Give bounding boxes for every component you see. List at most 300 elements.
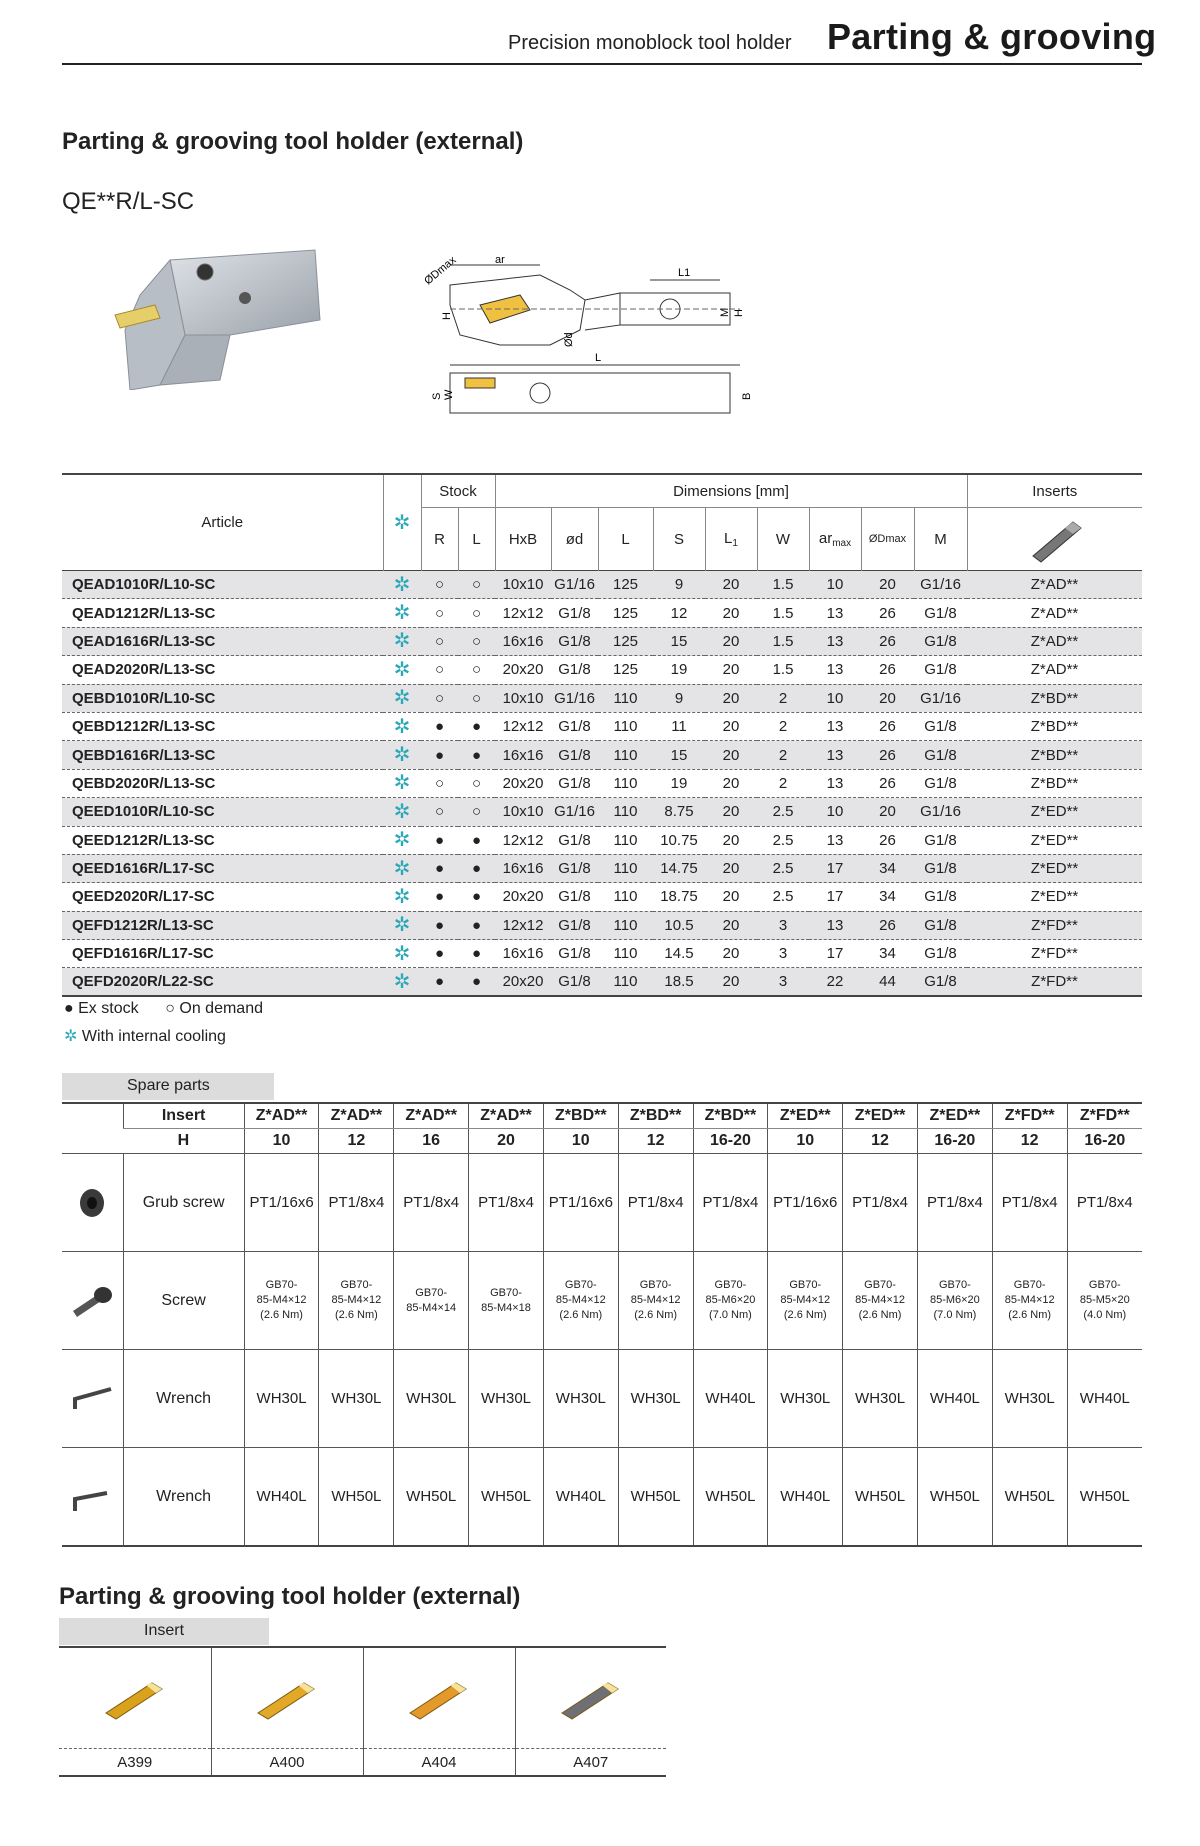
len-cell: 110 <box>598 940 653 968</box>
l1-cell: 20 <box>705 940 757 968</box>
r-cell: ○ <box>421 571 458 599</box>
screw-spec-line: 85-M4×12 <box>256 1294 307 1306</box>
w-cell: 2.5 <box>757 826 809 854</box>
part-value: WH30L <box>618 1350 693 1448</box>
m-cell: G1/8 <box>914 627 967 655</box>
dmax-cell: 26 <box>861 627 914 655</box>
h-header: H <box>123 1129 244 1154</box>
table-row <box>62 571 1142 599</box>
screw-spec-line: 85-M4×12 <box>555 1294 606 1306</box>
part-value <box>319 1252 394 1350</box>
s-cell: 14.75 <box>653 854 705 882</box>
screw-spec-line: GB70- <box>1013 1279 1046 1291</box>
table-row <box>62 854 1142 882</box>
grub-screw-image <box>62 1154 123 1252</box>
insert-cell: Z*AD** <box>967 599 1142 627</box>
stock-header: Stock <box>421 474 495 508</box>
ar-cell: 13 <box>809 712 861 740</box>
w-cell: 2.5 <box>757 854 809 882</box>
insert-cell: Z*BD** <box>967 684 1142 712</box>
cooling-icon: ✲ <box>383 940 421 968</box>
od-cell: G1/8 <box>551 741 598 769</box>
s-cell: 18.5 <box>653 968 705 996</box>
article-cell: QEBD2020R/L13-SC <box>62 769 383 797</box>
insert-icon <box>404 1673 474 1723</box>
drawing-label-s: S <box>431 392 443 400</box>
col-m: M <box>914 508 967 571</box>
spare-part-row <box>62 1448 1142 1547</box>
l-cell: ● <box>458 883 495 911</box>
spare-h-value: 16-20 <box>1067 1129 1142 1154</box>
hxb-cell: 20x20 <box>495 769 551 797</box>
wrench-icon <box>67 1477 117 1517</box>
drawing-label-h: H <box>441 312 453 320</box>
od-cell: G1/16 <box>551 798 598 826</box>
s-cell: 18.75 <box>653 883 705 911</box>
len-cell: 110 <box>598 854 653 882</box>
hxb-cell: 10x10 <box>495 798 551 826</box>
spare-h-value: 12 <box>618 1129 693 1154</box>
ar-cell: 13 <box>809 599 861 627</box>
cooling-icon: ✲ <box>383 883 421 911</box>
part-value: PT1/8x4 <box>618 1154 693 1252</box>
article-cell: QEFD1616R/L17-SC <box>62 940 383 968</box>
screw-spec-line: 85-M6×20 <box>705 1294 756 1306</box>
screw-icon <box>67 1281 117 1321</box>
spare-insert-header: Z*BD** <box>543 1103 618 1129</box>
w-cell: 1.5 <box>757 656 809 684</box>
spare-insert-header: Z*BD** <box>618 1103 693 1129</box>
table-row <box>62 968 1142 996</box>
insert-cell: Z*BD** <box>967 741 1142 769</box>
hxb-cell: 16x16 <box>495 854 551 882</box>
od-cell: G1/8 <box>551 656 598 684</box>
l-cell: ● <box>458 940 495 968</box>
l1-cell: 20 <box>705 656 757 684</box>
s-cell: 10.75 <box>653 826 705 854</box>
screw-spec-line: GB70- <box>1088 1279 1121 1291</box>
s-cell: 19 <box>653 769 705 797</box>
l-cell: ○ <box>458 656 495 684</box>
s-cell: 12 <box>653 599 705 627</box>
part-value: WH30L <box>319 1350 394 1448</box>
header-title: Parting & grooving <box>827 16 1157 57</box>
section-title: Parting & grooving tool holder (external) <box>62 128 524 155</box>
spare-h-value: 12 <box>319 1129 394 1154</box>
spare-part-row <box>62 1252 1142 1350</box>
part-name: Screw <box>123 1252 244 1350</box>
w-cell: 2 <box>757 684 809 712</box>
article-cell: QEED1616R/L17-SC <box>62 854 383 882</box>
screw-spec-line: GB70- <box>864 1279 896 1291</box>
w-cell: 3 <box>757 940 809 968</box>
col-len: L <box>598 508 653 571</box>
article-cell: QEBD1616R/L13-SC <box>62 741 383 769</box>
hxb-cell: 16x16 <box>495 940 551 968</box>
insert-cell: Z*FD** <box>967 940 1142 968</box>
dmax-cell: 34 <box>861 883 914 911</box>
w-cell: 2.5 <box>757 883 809 911</box>
table-row <box>62 656 1142 684</box>
cooling-icon: ✲ <box>383 911 421 939</box>
l1-cell: 20 <box>705 684 757 712</box>
screw-spec-line: 85-M4×12 <box>780 1294 831 1306</box>
part-value: PT1/8x4 <box>394 1154 469 1252</box>
table-row <box>62 883 1142 911</box>
l1-cell: 20 <box>705 911 757 939</box>
cooling-icon: ✲ <box>383 854 421 882</box>
drawing-label-ar: ar <box>495 254 505 266</box>
s-cell: 10.5 <box>653 911 705 939</box>
insert-name: A404 <box>363 1749 515 1777</box>
l1-cell: 20 <box>705 826 757 854</box>
spare-h-value: 12 <box>992 1129 1067 1154</box>
insert-icon <box>556 1673 626 1723</box>
dmax-cell: 20 <box>861 798 914 826</box>
r-cell: ● <box>421 883 458 911</box>
col-od: ød <box>551 508 598 571</box>
od-cell: G1/8 <box>551 883 598 911</box>
hxb-cell: 12x12 <box>495 599 551 627</box>
table-row <box>62 741 1142 769</box>
cooling-label: With internal cooling <box>81 1028 226 1045</box>
screw-spec-line: (4.0 Nm) <box>1083 1309 1127 1321</box>
cooling-icon: ✲ <box>383 571 421 599</box>
od-cell: G1/8 <box>551 769 598 797</box>
article-cell: QEBD1212R/L13-SC <box>62 712 383 740</box>
screw-spec-line: 85-M4×12 <box>1004 1294 1055 1306</box>
table-row <box>62 940 1142 968</box>
spare-insert-header: Z*ED** <box>843 1103 918 1129</box>
part-value: WH30L <box>992 1350 1067 1448</box>
cooling-icon: ✲ <box>383 741 421 769</box>
m-cell: G1/8 <box>914 741 967 769</box>
part-value: WH30L <box>469 1350 544 1448</box>
screw-spec-line: 85-M4×14 <box>406 1301 457 1314</box>
l1-cell: 20 <box>705 854 757 882</box>
part-value <box>244 1252 319 1350</box>
od-cell: G1/8 <box>551 854 598 882</box>
screw-spec-line: (7.0 Nm) <box>709 1309 752 1321</box>
r-cell: ○ <box>421 769 458 797</box>
on-demand-icon: ○ <box>165 1000 175 1017</box>
r-cell: ○ <box>421 798 458 826</box>
ar-cell: 13 <box>809 911 861 939</box>
screw-spec-line: GB70- <box>490 1286 522 1299</box>
insert-cell: Z*ED** <box>967 883 1142 911</box>
wrench-icon <box>67 1379 117 1419</box>
s-cell: 9 <box>653 684 705 712</box>
model-code: QE**R/L-SC <box>62 188 195 215</box>
spare-insert-header: Z*AD** <box>394 1103 469 1129</box>
spare-h-value: 16-20 <box>917 1129 992 1154</box>
part-value <box>992 1252 1067 1350</box>
m-cell: G1/8 <box>914 712 967 740</box>
screw-spec-line: (2.6 Nm) <box>783 1309 827 1321</box>
part-value: WH30L <box>244 1350 319 1448</box>
article-cell: QEAD1010R/L10-SC <box>62 571 383 599</box>
insert-label: Insert <box>59 1618 269 1645</box>
od-cell: G1/8 <box>551 911 598 939</box>
spare-h-value: 12 <box>843 1129 918 1154</box>
len-cell: 110 <box>598 712 653 740</box>
insert-cell: Z*ED** <box>967 854 1142 882</box>
m-cell: G1/8 <box>914 656 967 684</box>
hxb-cell: 20x20 <box>495 968 551 996</box>
dmax-cell: 20 <box>861 571 914 599</box>
part-value: WH50L <box>469 1448 544 1547</box>
part-value: WH30L <box>543 1350 618 1448</box>
drawing-label-l1: L1 <box>678 267 691 279</box>
screw-spec-line: GB70- <box>340 1279 373 1291</box>
od-cell: G1/8 <box>551 712 598 740</box>
part-value: PT1/8x4 <box>319 1154 394 1252</box>
part-value <box>768 1252 843 1350</box>
part-value: PT1/8x4 <box>469 1154 544 1252</box>
table-row <box>62 627 1142 655</box>
col-ar: $ar_{max}$ <box>809 508 861 571</box>
spare-insert-header: Z*FD** <box>992 1103 1067 1129</box>
article-cell: QEFD2020R/L22-SC <box>62 968 383 996</box>
cooling-icon: ✲ <box>64 1028 78 1045</box>
s-cell: 14.5 <box>653 940 705 968</box>
spare-insert-header: Z*AD** <box>319 1103 394 1129</box>
hxb-cell: 10x10 <box>495 684 551 712</box>
r-cell: ○ <box>421 599 458 627</box>
insert-cell: Z*FD** <box>967 968 1142 996</box>
screw-spec-line: 85-M4×12 <box>630 1294 681 1306</box>
screw-spec-line: (2.6 Nm) <box>559 1309 603 1321</box>
table-row <box>62 712 1142 740</box>
w-cell: 3 <box>757 968 809 996</box>
screw-spec-line: 85-M4×18 <box>481 1301 531 1314</box>
col-l1: $L_1$ <box>705 508 757 571</box>
ar-cell: 17 <box>809 854 861 882</box>
screw-spec-line: 85-M5×20 <box>1079 1294 1130 1306</box>
part-value: WH50L <box>693 1448 768 1547</box>
cooling-icon: ✲ <box>383 684 421 712</box>
r-cell: ○ <box>421 627 458 655</box>
insert-header: Insert <box>123 1103 244 1129</box>
part-value <box>543 1252 618 1350</box>
part-value <box>618 1252 693 1350</box>
l-cell: ○ <box>458 769 495 797</box>
article-cell: QEAD1616R/L13-SC <box>62 627 383 655</box>
w-cell: 3 <box>757 911 809 939</box>
r-cell: ● <box>421 940 458 968</box>
part-value: PT1/16x6 <box>543 1154 618 1252</box>
part-value: PT1/8x4 <box>917 1154 992 1252</box>
table-row <box>62 684 1142 712</box>
l-cell: ● <box>458 854 495 882</box>
w-cell: 2.5 <box>757 798 809 826</box>
len-cell: 125 <box>598 627 653 655</box>
s-cell: 19 <box>653 656 705 684</box>
s-cell: 11 <box>653 712 705 740</box>
l-cell: ○ <box>458 599 495 627</box>
drawing-label-w: W <box>443 389 455 400</box>
ar-cell: 13 <box>809 656 861 684</box>
r-cell: ● <box>421 911 458 939</box>
screw-image <box>62 1252 123 1350</box>
part-value: WH40L <box>693 1350 768 1448</box>
part-value: WH50L <box>992 1448 1067 1547</box>
part-name: Wrench <box>123 1350 244 1448</box>
article-table <box>62 473 1142 997</box>
w-cell: 2 <box>757 741 809 769</box>
hxb-cell: 12x12 <box>495 826 551 854</box>
col-s: S <box>653 508 705 571</box>
ar-cell: 17 <box>809 883 861 911</box>
cooling-icon: ✲ <box>383 826 421 854</box>
table-row <box>62 599 1142 627</box>
spare-h-value: 20 <box>469 1129 544 1154</box>
dmax-cell: 26 <box>861 599 914 627</box>
ar-cell: 10 <box>809 684 861 712</box>
part-value: WH40L <box>244 1448 319 1547</box>
ex-stock-label: Ex stock <box>78 1000 139 1017</box>
m-cell: G1/8 <box>914 911 967 939</box>
insert-cell: Z*BD** <box>967 712 1142 740</box>
spare-h-value: 10 <box>768 1129 843 1154</box>
r-cell: ● <box>421 968 458 996</box>
ar-cell: 13 <box>809 627 861 655</box>
on-demand-label: On demand <box>179 1000 263 1017</box>
od-cell: G1/16 <box>551 684 598 712</box>
s-cell: 15 <box>653 627 705 655</box>
len-cell: 125 <box>598 571 653 599</box>
screw-spec-line: GB70- <box>564 1279 597 1291</box>
cooling-icon: ✲ <box>383 968 421 996</box>
cooling-icon: ✲ <box>383 798 421 826</box>
dmax-cell: 26 <box>861 656 914 684</box>
l1-cell: 20 <box>705 798 757 826</box>
m-cell: G1/16 <box>914 571 967 599</box>
drawing-label-m: M <box>719 307 731 317</box>
wrench2-image <box>62 1448 123 1547</box>
article-cell: QEFD1212R/L13-SC <box>62 911 383 939</box>
part-value: WH50L <box>319 1448 394 1547</box>
part-value: PT1/8x4 <box>1067 1154 1142 1252</box>
w-cell: 2 <box>757 712 809 740</box>
cooling-icon: ✲ <box>383 627 421 655</box>
part-value: WH40L <box>543 1448 618 1547</box>
m-cell: G1/8 <box>914 854 967 882</box>
drawing-label-b: B <box>741 392 753 400</box>
screw-spec-line: GB70- <box>938 1279 971 1291</box>
insert-cell: Z*BD** <box>967 769 1142 797</box>
part-value: PT1/8x4 <box>992 1154 1067 1252</box>
r-cell: ○ <box>421 656 458 684</box>
ar-cell: 10 <box>809 571 861 599</box>
m-cell: G1/8 <box>914 940 967 968</box>
od-cell: G1/8 <box>551 968 598 996</box>
col-r: R <box>421 508 458 571</box>
technical-drawing <box>420 245 770 420</box>
part-name: Grub screw <box>123 1154 244 1252</box>
part-value: WH50L <box>618 1448 693 1547</box>
insert-icon <box>252 1673 322 1723</box>
table-row <box>62 826 1142 854</box>
dmax-cell: 44 <box>861 968 914 996</box>
r-cell: ● <box>421 741 458 769</box>
part-value <box>693 1252 768 1350</box>
insert-icon <box>100 1673 170 1723</box>
col-dmax: ØDmax <box>861 508 914 571</box>
spare-h-value: 16 <box>394 1129 469 1154</box>
part-value: PT1/8x4 <box>843 1154 918 1252</box>
screw-spec-line: GB70- <box>265 1279 298 1291</box>
article-cell: QEED1010R/L10-SC <box>62 798 383 826</box>
l-cell: ○ <box>458 798 495 826</box>
part-value: WH40L <box>768 1448 843 1547</box>
len-cell: 110 <box>598 968 653 996</box>
l1-cell: 20 <box>705 712 757 740</box>
r-cell: ● <box>421 854 458 882</box>
inserts-header: Inserts <box>967 474 1142 508</box>
part-value: PT1/16x6 <box>768 1154 843 1252</box>
article-cell: QEAD1212R/L13-SC <box>62 599 383 627</box>
dmax-cell: 26 <box>861 741 914 769</box>
insert-image <box>211 1647 363 1749</box>
m-cell: G1/8 <box>914 599 967 627</box>
insert-name: A399 <box>59 1749 211 1777</box>
w-cell: 1.5 <box>757 571 809 599</box>
spare-insert-header: Z*AD** <box>244 1103 319 1129</box>
spare-h-value: 16-20 <box>693 1129 768 1154</box>
w-cell: 1.5 <box>757 627 809 655</box>
l-cell: ● <box>458 911 495 939</box>
od-cell: G1/8 <box>551 599 598 627</box>
spare-h-value: 10 <box>543 1129 618 1154</box>
m-cell: G1/8 <box>914 968 967 996</box>
m-cell: G1/8 <box>914 826 967 854</box>
part-value: WH40L <box>917 1350 992 1448</box>
l-cell: ● <box>458 741 495 769</box>
od-cell: G1/8 <box>551 627 598 655</box>
w-cell: 2 <box>757 769 809 797</box>
insert-cell: Z*AD** <box>967 656 1142 684</box>
dmax-cell: 20 <box>861 684 914 712</box>
spare-parts-label: Spare parts <box>62 1073 274 1100</box>
spare-part-row <box>62 1350 1142 1448</box>
l-cell: ● <box>458 712 495 740</box>
part-value: WH50L <box>917 1448 992 1547</box>
insert-image <box>363 1647 515 1749</box>
dmax-cell: 34 <box>861 854 914 882</box>
dmax-cell: 26 <box>861 769 914 797</box>
wrench1-image <box>62 1350 123 1448</box>
part-value <box>917 1252 992 1350</box>
ex-stock-icon: ● <box>64 1000 74 1017</box>
screw-spec-line: (2.6 Nm) <box>858 1309 902 1321</box>
insert-icon <box>967 508 1142 571</box>
m-cell: G1/16 <box>914 798 967 826</box>
s-cell: 8.75 <box>653 798 705 826</box>
insert-cell: Z*ED** <box>967 826 1142 854</box>
len-cell: 110 <box>598 826 653 854</box>
part-value: WH30L <box>768 1350 843 1448</box>
od-cell: G1/16 <box>551 571 598 599</box>
part-value: WH30L <box>843 1350 918 1448</box>
l1-cell: 20 <box>705 769 757 797</box>
spare-part-row <box>62 1154 1142 1252</box>
spare-parts-table <box>62 1102 1142 1547</box>
hxb-cell: 16x16 <box>495 627 551 655</box>
table-row <box>62 911 1142 939</box>
insert-image <box>515 1647 666 1749</box>
part-value <box>843 1252 918 1350</box>
